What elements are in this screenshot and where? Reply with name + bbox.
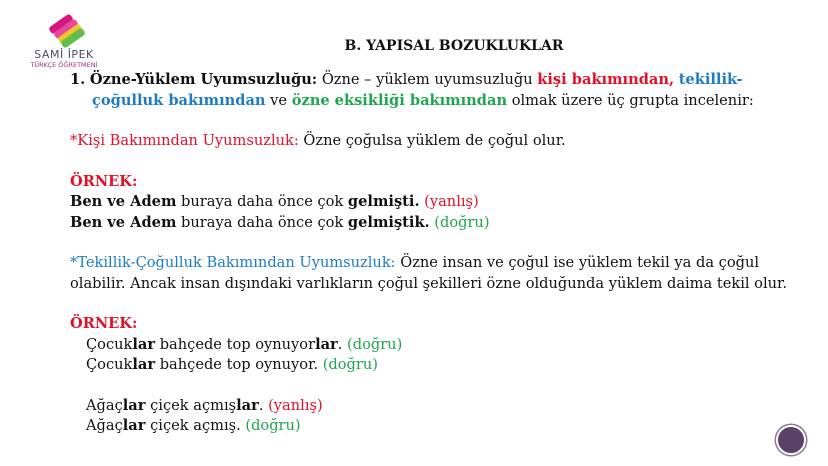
text-segment: gelmiştik. [347,213,430,231]
text-segment: lar [122,417,146,434]
text-segment: ÖRNEK: [70,315,138,332]
text-segment: (doğru) [434,213,490,231]
example-row [70,416,790,437]
text-segment: lar [132,356,156,373]
text-segment: Ağaç [86,417,123,434]
text-segment: buraya daha önce çok [176,213,348,231]
text-segment: gelmişti. [347,193,420,210]
text-segment: lar [315,335,338,353]
section-kisi [70,131,790,152]
example-row [70,355,790,376]
text-segment: . [337,335,348,353]
text-segment: 1. [70,71,86,88]
text-segment: (doğru) [347,335,403,353]
text-segment: bahçede top oynuyor [155,335,316,353]
text-segment: Özne-Yüklem Uyumsuzluğu: [89,71,318,88]
text-segment: lar [122,396,146,414]
text-segment: bahçede top oynuyor. [155,356,323,373]
section-tekillik [70,253,790,294]
text-segment: özne eksikliği bakımından [291,91,508,109]
text-segment: ve [265,91,292,109]
text-segment: ÖRNEK: [70,172,138,190]
text-segment: (yanlış) [424,193,479,210]
text-segment: Çocuk [86,335,133,353]
text-segment: çiçek açmış [145,396,237,414]
example-row [70,192,790,213]
text-segment: *Tekillik-Çoğulluk Bakımından Uyumsuzluk: [70,254,396,271]
text-segment: kişi bakımından, [537,71,675,88]
slide-nav-button[interactable] [776,425,806,455]
example-row [70,213,790,234]
logo-name: SAMİ İPEK [34,48,94,61]
ornek-label-2 [70,314,790,335]
ornek-label-1 [70,172,790,193]
text-segment: (yanlış) [268,396,323,414]
text-segment: lar [132,335,156,353]
text-segment: Ben ve Adem [70,213,177,231]
text-segment: Özne insan ve çoğul ise yüklem tekil ya da çoğul olabilir. Ancak insan dışındaki varlıkların çoğul şekilleri özne olduğunda yüklem daima tekil olur. [70,254,788,292]
text-segment: (doğru) [245,417,301,434]
text-segment: çiçek açmış. [145,417,246,434]
text-segment: Çocuk [86,356,133,373]
text-segment: olmak üzere üç grupta incelenir: [507,91,754,109]
text-segment: Ben ve Adem [70,193,177,210]
text-segment: *Kişi Bakımından Uyumsuzluk: [70,132,299,149]
logo-subtitle: TÜRKÇE ÖĞRETMENİ [30,61,98,69]
text-segment: Özne çoğulsa yüklem de çoğul olur. [298,132,566,149]
text-segment: Ağaç [86,396,123,414]
item-1 [70,70,790,111]
slide-content [70,70,790,437]
slide-title: B. YAPISAL BOZUKLUKLAR [344,38,564,54]
text-segment: (doğru) [322,356,378,373]
text-segment: Özne – yüklem uyumsuzluğu [317,71,538,88]
text-segment: tekillik-çoğulluk bakımından [92,71,743,109]
example-row [70,335,790,356]
text-segment: . [258,396,269,414]
text-segment: lar [236,396,259,414]
text-segment: buraya daha önce çok [176,193,348,210]
example-row [70,396,790,417]
